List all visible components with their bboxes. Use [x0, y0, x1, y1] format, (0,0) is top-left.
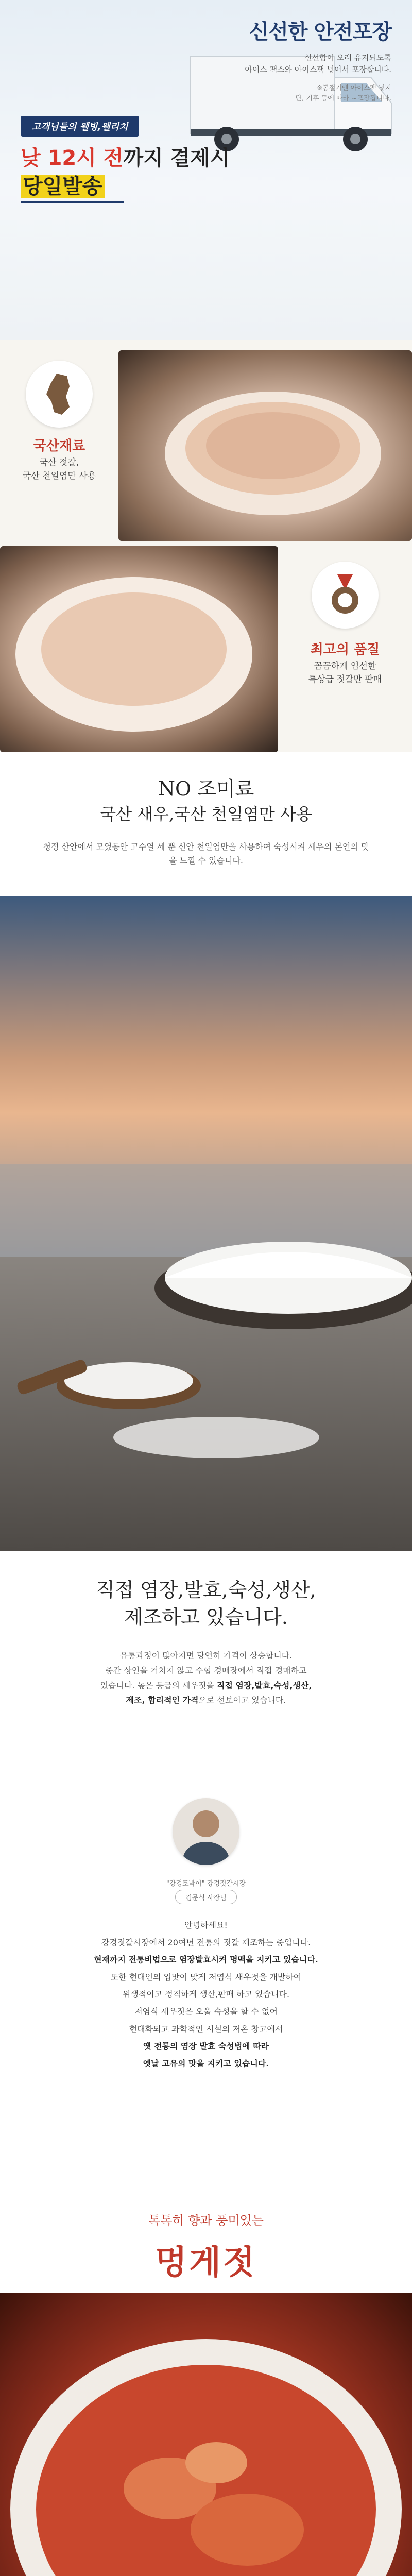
ceo-line — [31, 2055, 381, 2073]
quality-badge-title: 최고의 품질 — [310, 642, 380, 657]
myeongge-dish-illustration — [0, 2293, 412, 2576]
korea-map-icon — [26, 361, 93, 428]
jeotgal-photo-bottom — [0, 546, 278, 752]
direct-title-line2: 제조하고 있습니다. — [124, 1606, 288, 1629]
ceo-line: 저염식 새우젓은 오울 숙성을 할 수 없어 — [134, 2006, 278, 2016]
hero-packaging-info — [237, 15, 391, 104]
direct-production-section — [0, 1551, 412, 1788]
shipping-headline — [21, 142, 230, 171]
myeongge-subtitle: 톡톡히 향과 풍미있는 — [148, 2213, 264, 2228]
salt-image-section — [0, 896, 412, 1551]
no-msg-title: NO 조미료 — [158, 777, 254, 800]
shrimp-bowl-illustration — [118, 350, 412, 541]
ceo-line-bold: 현재까지 전통비법으로 염장발효시켜 명맥을 지키고 있습니다. — [94, 1955, 318, 1965]
direct-desc-line3: 있습니다. 높은 등급의 새우젓을 — [100, 1680, 214, 1690]
ceo-line — [31, 2038, 381, 2055]
ceo-section — [0, 1788, 412, 2200]
ceo-line — [31, 1951, 381, 1969]
same-day-headline — [21, 170, 105, 199]
no-msg-section — [0, 752, 412, 896]
no-msg-desc: 청정 산안에서 모였동안 고수열 세 뿐 신안 천일염만을 사용하여 숙성시켜 새우의 본연의 맛을 느낄 수 있습니다. — [43, 842, 369, 866]
direct-desc-bold2: 제조, 합리적인 가격 — [126, 1695, 199, 1705]
origin-desc-line2: 국산 천일염만 사용 — [22, 471, 96, 482]
direct-desc-line2: 중간 상인을 거치지 않고 수협 경매장에서 직접 경매하고 — [105, 1665, 307, 1675]
brand-logo: 고객님들의 웰빙,웰리치 — [21, 116, 139, 137]
quality-badge-desc — [294, 659, 397, 687]
direct-title — [0, 1577, 412, 1631]
direct-desc-line1: 유통과정이 많아지면 당연히 가격이 상승합니다. — [119, 1651, 293, 1660]
hero-desc-line1: 신선함이 오래 유지되도록 — [304, 53, 391, 62]
ceo-line: 위생적이고 정직하게 생산,판매 하고 있습니다. — [122, 1989, 290, 1999]
ceo-line: 또한 현대인의 입맛이 맞게 저염식 새우젓을 개발하여 — [110, 1972, 302, 1982]
direct-title-line1: 직접 염장,발효,숙성,생산, — [96, 1579, 316, 1601]
origin-section — [0, 340, 412, 752]
ceo-line-bold: 옛날 고유의 맛을 지키고 있습니다. — [143, 2058, 269, 2069]
hero-note — [237, 83, 391, 104]
ceo-name-badge: 김문식 사장님 — [175, 1890, 237, 1904]
ceo-avatar — [173, 1798, 239, 1865]
quality-desc-line1: 꼼꼼하게 엄선한 — [314, 661, 376, 671]
no-msg-subtitle: 국산 새우,국산 천일염만 사용 — [100, 804, 312, 824]
myeongge-title: 멍게젓 — [155, 2244, 257, 2282]
sea-salt-photo — [0, 896, 412, 1551]
divider — [21, 201, 124, 203]
ceo-line: 강경젓갈시장에서 20여년 전통의 젓갈 제조하는 중입니다. — [101, 1937, 311, 1947]
hero-section — [0, 0, 412, 340]
direct-desc-bold1: 직접 염장,발효,숙성,생산, — [216, 1680, 312, 1690]
hero-note-line2: 단, 기후 등에 따라 ~포장됩니다. — [295, 94, 391, 103]
same-day-text: 당일발송 — [21, 175, 105, 198]
ceo-message — [31, 1917, 381, 2072]
shipping-condition: 까지 결제시 — [123, 146, 230, 170]
origin-badge-title: 국산재료 — [33, 438, 85, 454]
myeongge-photo-1 — [0, 2293, 412, 2576]
origin-desc-line1: 국산 젓갈, — [39, 457, 79, 468]
quality-desc-line2: 특상급 젓갈만 판매 — [308, 674, 382, 685]
direct-desc-line4: 으로 선보이고 있습니다. — [198, 1695, 286, 1705]
hero-note-line1: ※동절기엔 아이스팩 넣지 — [317, 84, 391, 92]
hero-desc-line2: 아이스 팩스와 아이스팩 넣어서 포장합니다. — [245, 65, 391, 75]
ceo-tag: "강경토박이" 강경젓갈시장 — [166, 1880, 246, 1888]
origin-badge-desc — [10, 456, 108, 483]
myeongge-section — [0, 2200, 412, 2576]
ceo-line: 안녕하세요! — [184, 1920, 228, 1930]
direct-desc — [41, 1649, 371, 1708]
ceo-line-bold: 옛 전통의 염장 발효 숙성법에 따라 — [143, 2041, 269, 2052]
hero-title: 신선한 안전포장 — [249, 20, 391, 44]
ceo-line: 현대화되고 과학적인 시설의 저온 창고에서 — [129, 2024, 283, 2034]
jeotgal-photo-top — [118, 350, 412, 541]
hero-desc — [237, 52, 391, 76]
shipping-deadline: 낮 12시 전 — [21, 146, 124, 170]
quality-medal-icon — [312, 562, 379, 629]
shrimp-plate-illustration — [0, 546, 278, 752]
